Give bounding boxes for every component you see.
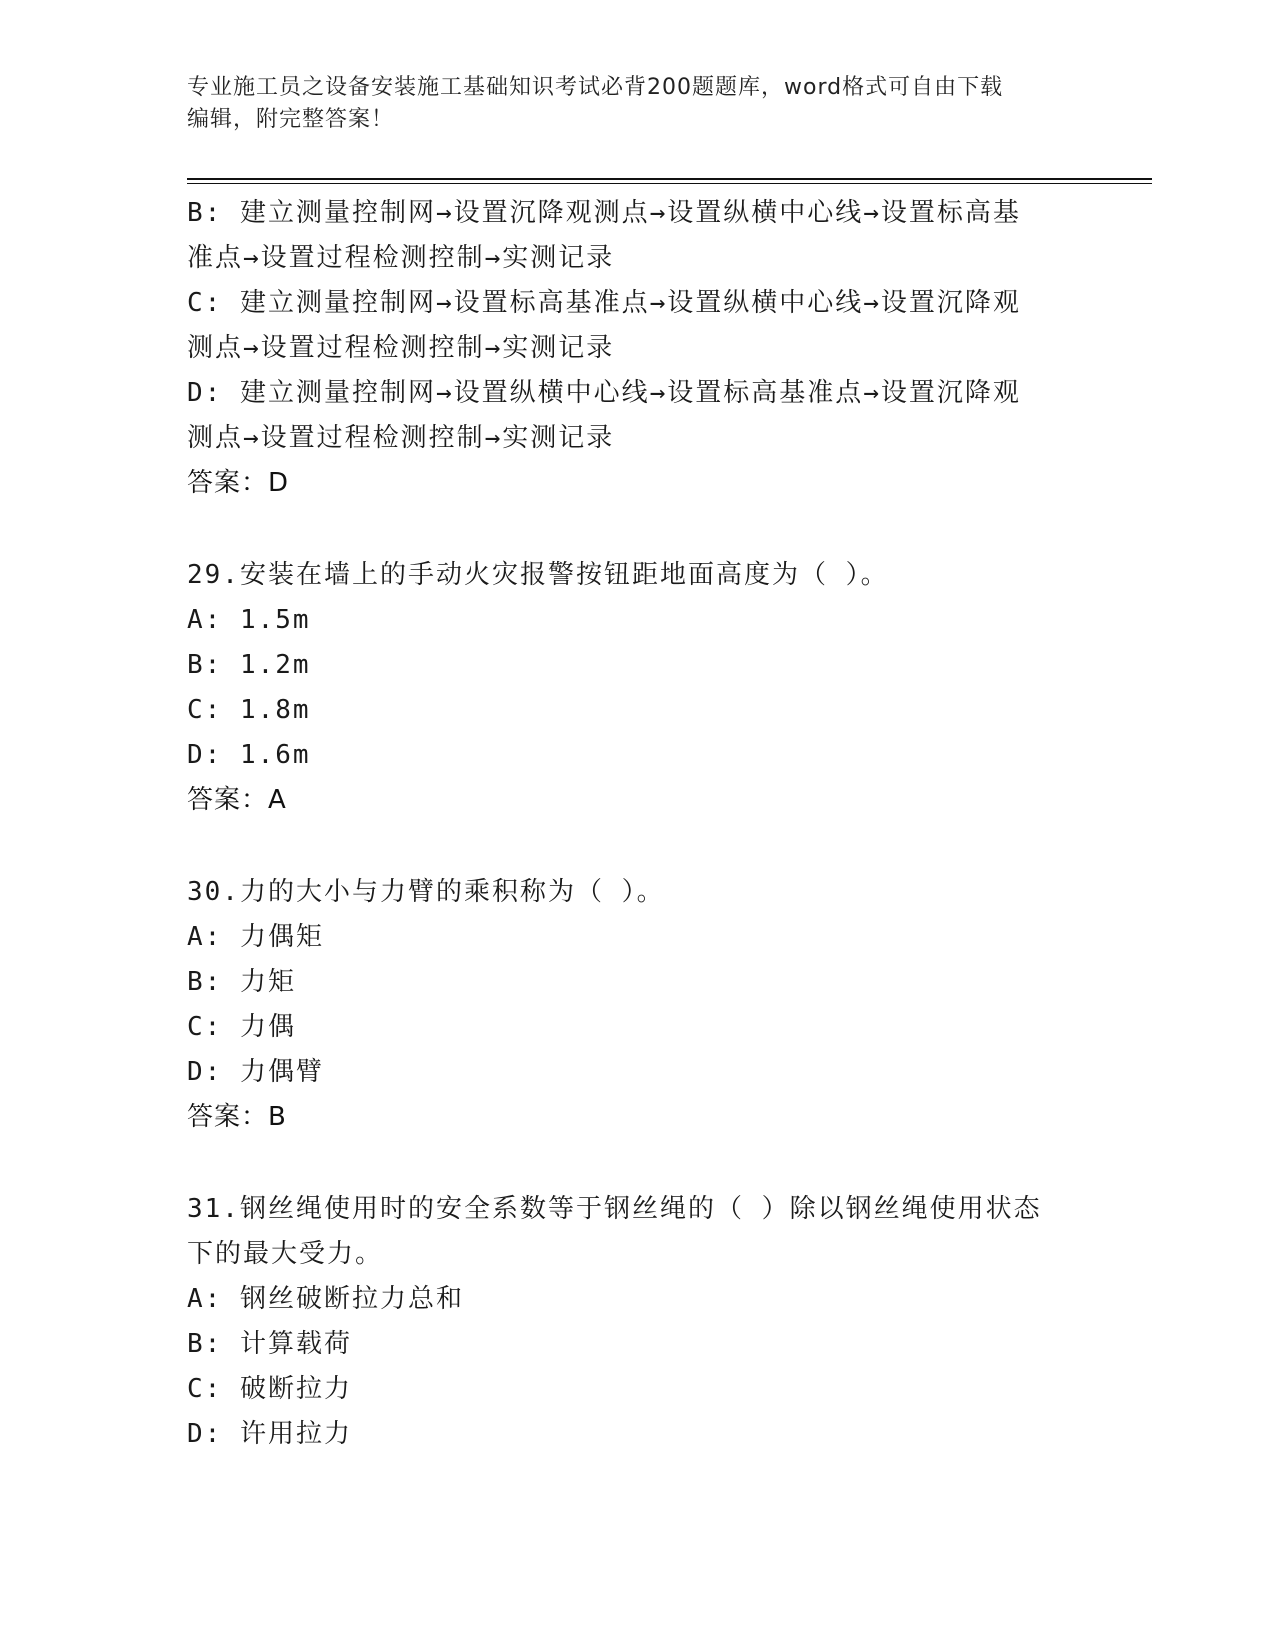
- q28-option-d-line-2: 测点→设置过程检测控制→实测记录: [187, 423, 615, 453]
- q29-option-a: A: 1.5m: [187, 605, 311, 635]
- q28-option-b-line-1: B: 建立测量控制网→设置沉降观测点→设置纵横中心线→设置标高基: [187, 198, 1021, 228]
- q28-option-b-line-2: 准点→设置过程检测控制→实测记录: [187, 243, 615, 273]
- question-30-block: [187, 870, 1087, 1140]
- spacer: [187, 823, 1087, 870]
- q29-option-c: C: 1.8m: [187, 695, 311, 725]
- spacer: [187, 506, 1087, 553]
- question-28-block: [187, 191, 1087, 506]
- question-31-block: [187, 1187, 1087, 1457]
- header-divider-thin: [187, 183, 1152, 184]
- q30-option-a: A: 力偶矩: [187, 922, 324, 952]
- q31-option-c: C: 破断拉力: [187, 1374, 352, 1404]
- q29-answer: 答案：A: [187, 785, 287, 815]
- spacer: [187, 1140, 1087, 1187]
- question-29-block: [187, 553, 1087, 823]
- q31-option-d: D: 许用拉力: [187, 1419, 352, 1449]
- q29-option-d: D: 1.6m: [187, 740, 311, 770]
- q31-question-line-2: 下的最大受力。: [187, 1239, 384, 1269]
- q30-question: 30.力的大小与力臂的乘积称为（ ）。: [187, 877, 665, 907]
- q31-question-line-1: 31.钢丝绳使用时的安全系数等于钢丝绳的（ ）除以钢丝绳使用状态: [187, 1194, 1042, 1224]
- q30-option-c: C: 力偶: [187, 1012, 296, 1042]
- header-divider-thick: [187, 178, 1152, 180]
- q30-answer: 答案：B: [187, 1102, 287, 1132]
- q28-answer: 答案：D: [187, 468, 290, 498]
- q28-option-c-line-2: 测点→设置过程检测控制→实测记录: [187, 333, 615, 363]
- q31-option-b: B: 计算载荷: [187, 1329, 352, 1359]
- q28-option-c-line-1: C: 建立测量控制网→设置标高基准点→设置纵横中心线→设置沉降观: [187, 288, 1021, 318]
- question-content: [187, 191, 1087, 1457]
- document-header: [187, 72, 1067, 136]
- header-title-line-2: 编辑，附完整答案！: [187, 107, 395, 132]
- q30-option-b: B: 力矩: [187, 967, 296, 997]
- header-title-line-1: 专业施工员之设备安装施工基础知识考试必背200题题库，word格式可自由下载: [187, 75, 1004, 100]
- q28-option-d-line-1: D: 建立测量控制网→设置纵横中心线→设置标高基准点→设置沉降观: [187, 378, 1021, 408]
- q30-option-d: D: 力偶臂: [187, 1057, 324, 1087]
- q29-option-b: B: 1.2m: [187, 650, 311, 680]
- q29-question: 29.安装在墙上的手动火灾报警按钮距地面高度为（ ）。: [187, 560, 889, 590]
- q31-option-a: A: 钢丝破断拉力总和: [187, 1284, 464, 1314]
